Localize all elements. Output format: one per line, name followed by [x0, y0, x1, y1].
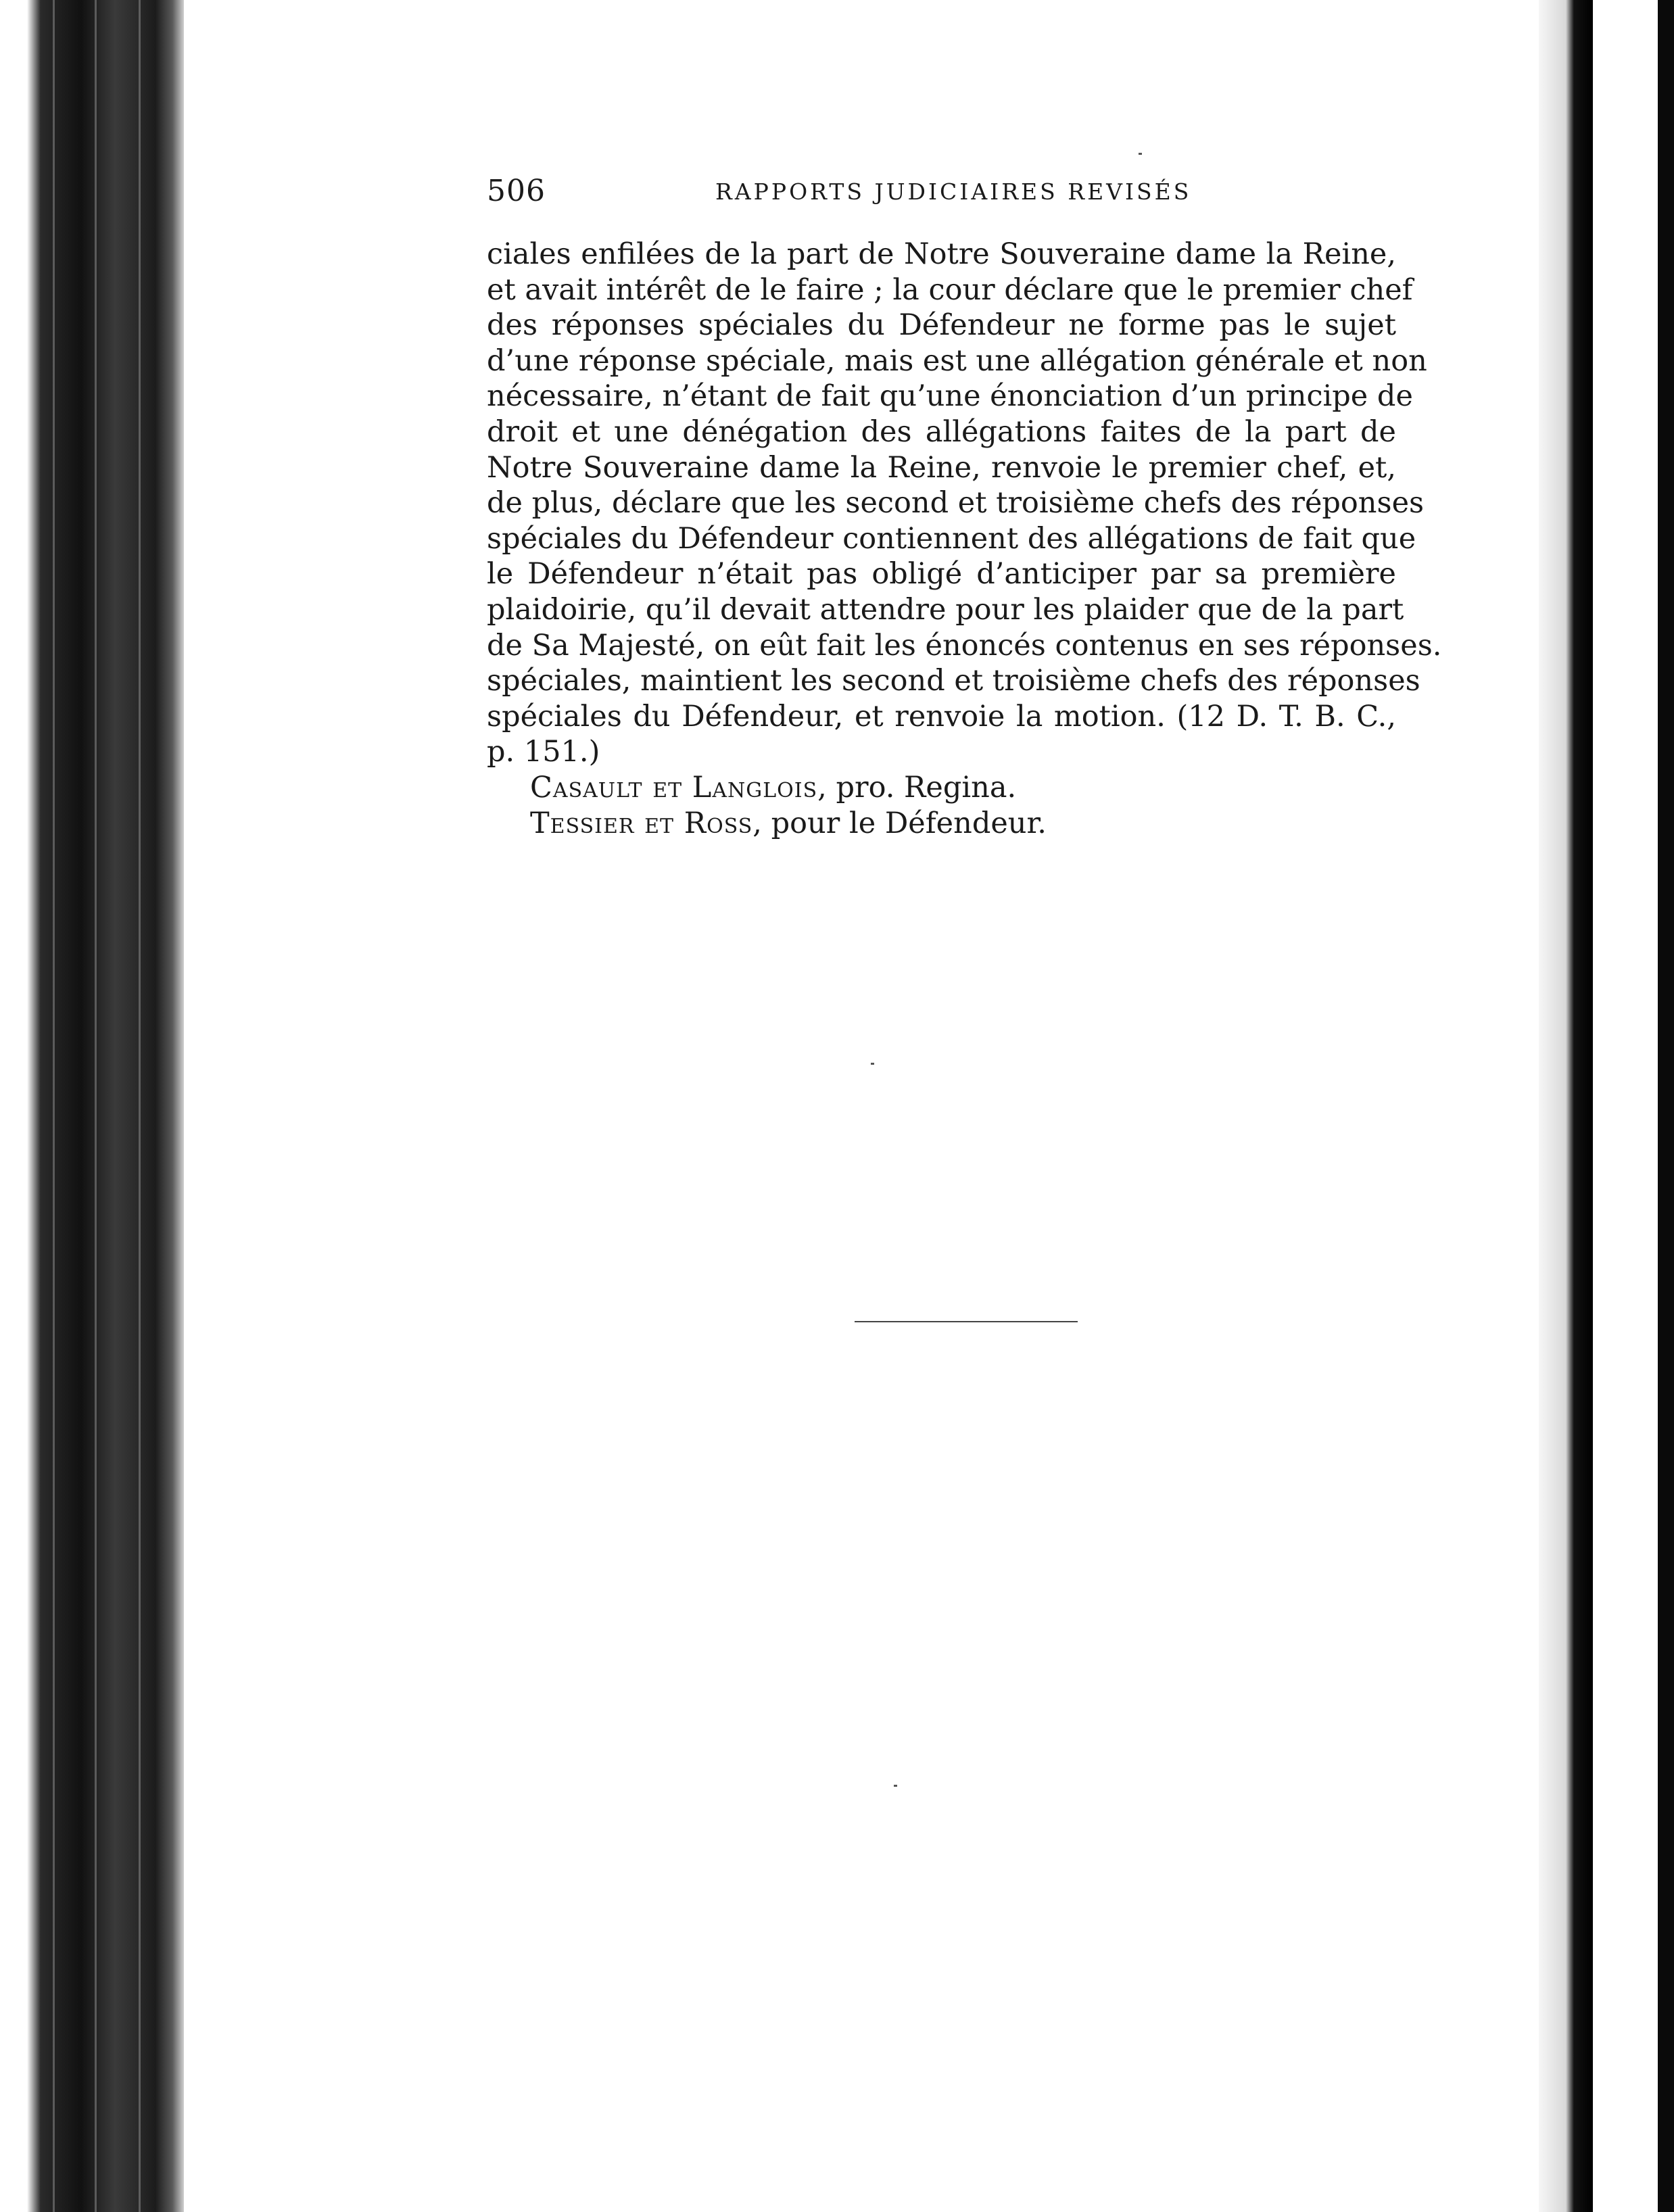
spine-streak	[139, 0, 141, 2212]
citation-line: p. 151.)	[487, 735, 600, 769]
counsel-names: Casault et Langlois	[530, 770, 818, 804]
spine-streak	[53, 0, 55, 2212]
scan-speck	[1139, 153, 1142, 155]
book-edge-right	[1539, 0, 1674, 2212]
text-line: droit et une dénégation des allégations faites de la part de	[487, 414, 1396, 449]
text-line: ciales enfilées de la part de Notre Souveraine dame la Reine,	[487, 237, 1396, 271]
body-text	[487, 237, 1442, 841]
text-line: et avait intérêt de le faire ; la cour déclare que le premier chef	[487, 272, 1413, 307]
text-line: de Sa Majesté, on eût fait les énoncés contenus en ses réponses.	[487, 628, 1442, 663]
text-line: d’une réponse spéciale, mais est une allégation générale et non	[487, 343, 1427, 378]
text-line: spéciales, maintient les second et troisième chefs des réponses	[487, 664, 1420, 698]
text-line: de plus, déclare que les second et troisième chefs des réponses	[487, 486, 1425, 521]
text-line: le Défendeur n’était pas obligé d’anticiper par sa première	[487, 557, 1396, 592]
counsel-line	[487, 806, 1396, 842]
next-page-strip	[1593, 0, 1660, 2212]
book-page	[184, 0, 1539, 2212]
running-title: RAPPORTS JUDICIAIRES REVISÉS	[715, 178, 1192, 205]
page-number: 506	[487, 174, 546, 208]
counsel-role: , pro. Regina.	[817, 770, 1017, 804]
book-spine-left	[0, 0, 184, 2212]
scanner-border	[1658, 0, 1674, 2212]
text-line: spéciales du Défendeur, et renvoie la motion. (12 D. T. B. C.,	[487, 699, 1396, 734]
scan-speck	[894, 1785, 897, 1787]
end-rule	[855, 1321, 1078, 1322]
text-line: plaidoirie, qu’il devait attendre pour les plaider que de la part	[487, 592, 1404, 627]
counsel-line	[487, 770, 1396, 806]
text-line: Notre Souveraine dame la Reine, renvoie le premier chef, et,	[487, 450, 1396, 485]
counsel-role: , pour le Défendeur.	[752, 806, 1047, 840]
text-line: spéciales du Défendeur contiennent des allégations de fait que	[487, 521, 1416, 556]
text-line: nécessaire, n’étant de fait qu’une énonciation d’un principe de	[487, 379, 1413, 414]
running-head	[487, 174, 1396, 208]
text-line: des réponses spéciales du Défendeur ne forme pas le sujet	[487, 308, 1396, 343]
counsel-names: Tessier et Ross	[530, 806, 753, 840]
scan-speck	[871, 1063, 874, 1065]
spine-streak	[95, 0, 97, 2212]
